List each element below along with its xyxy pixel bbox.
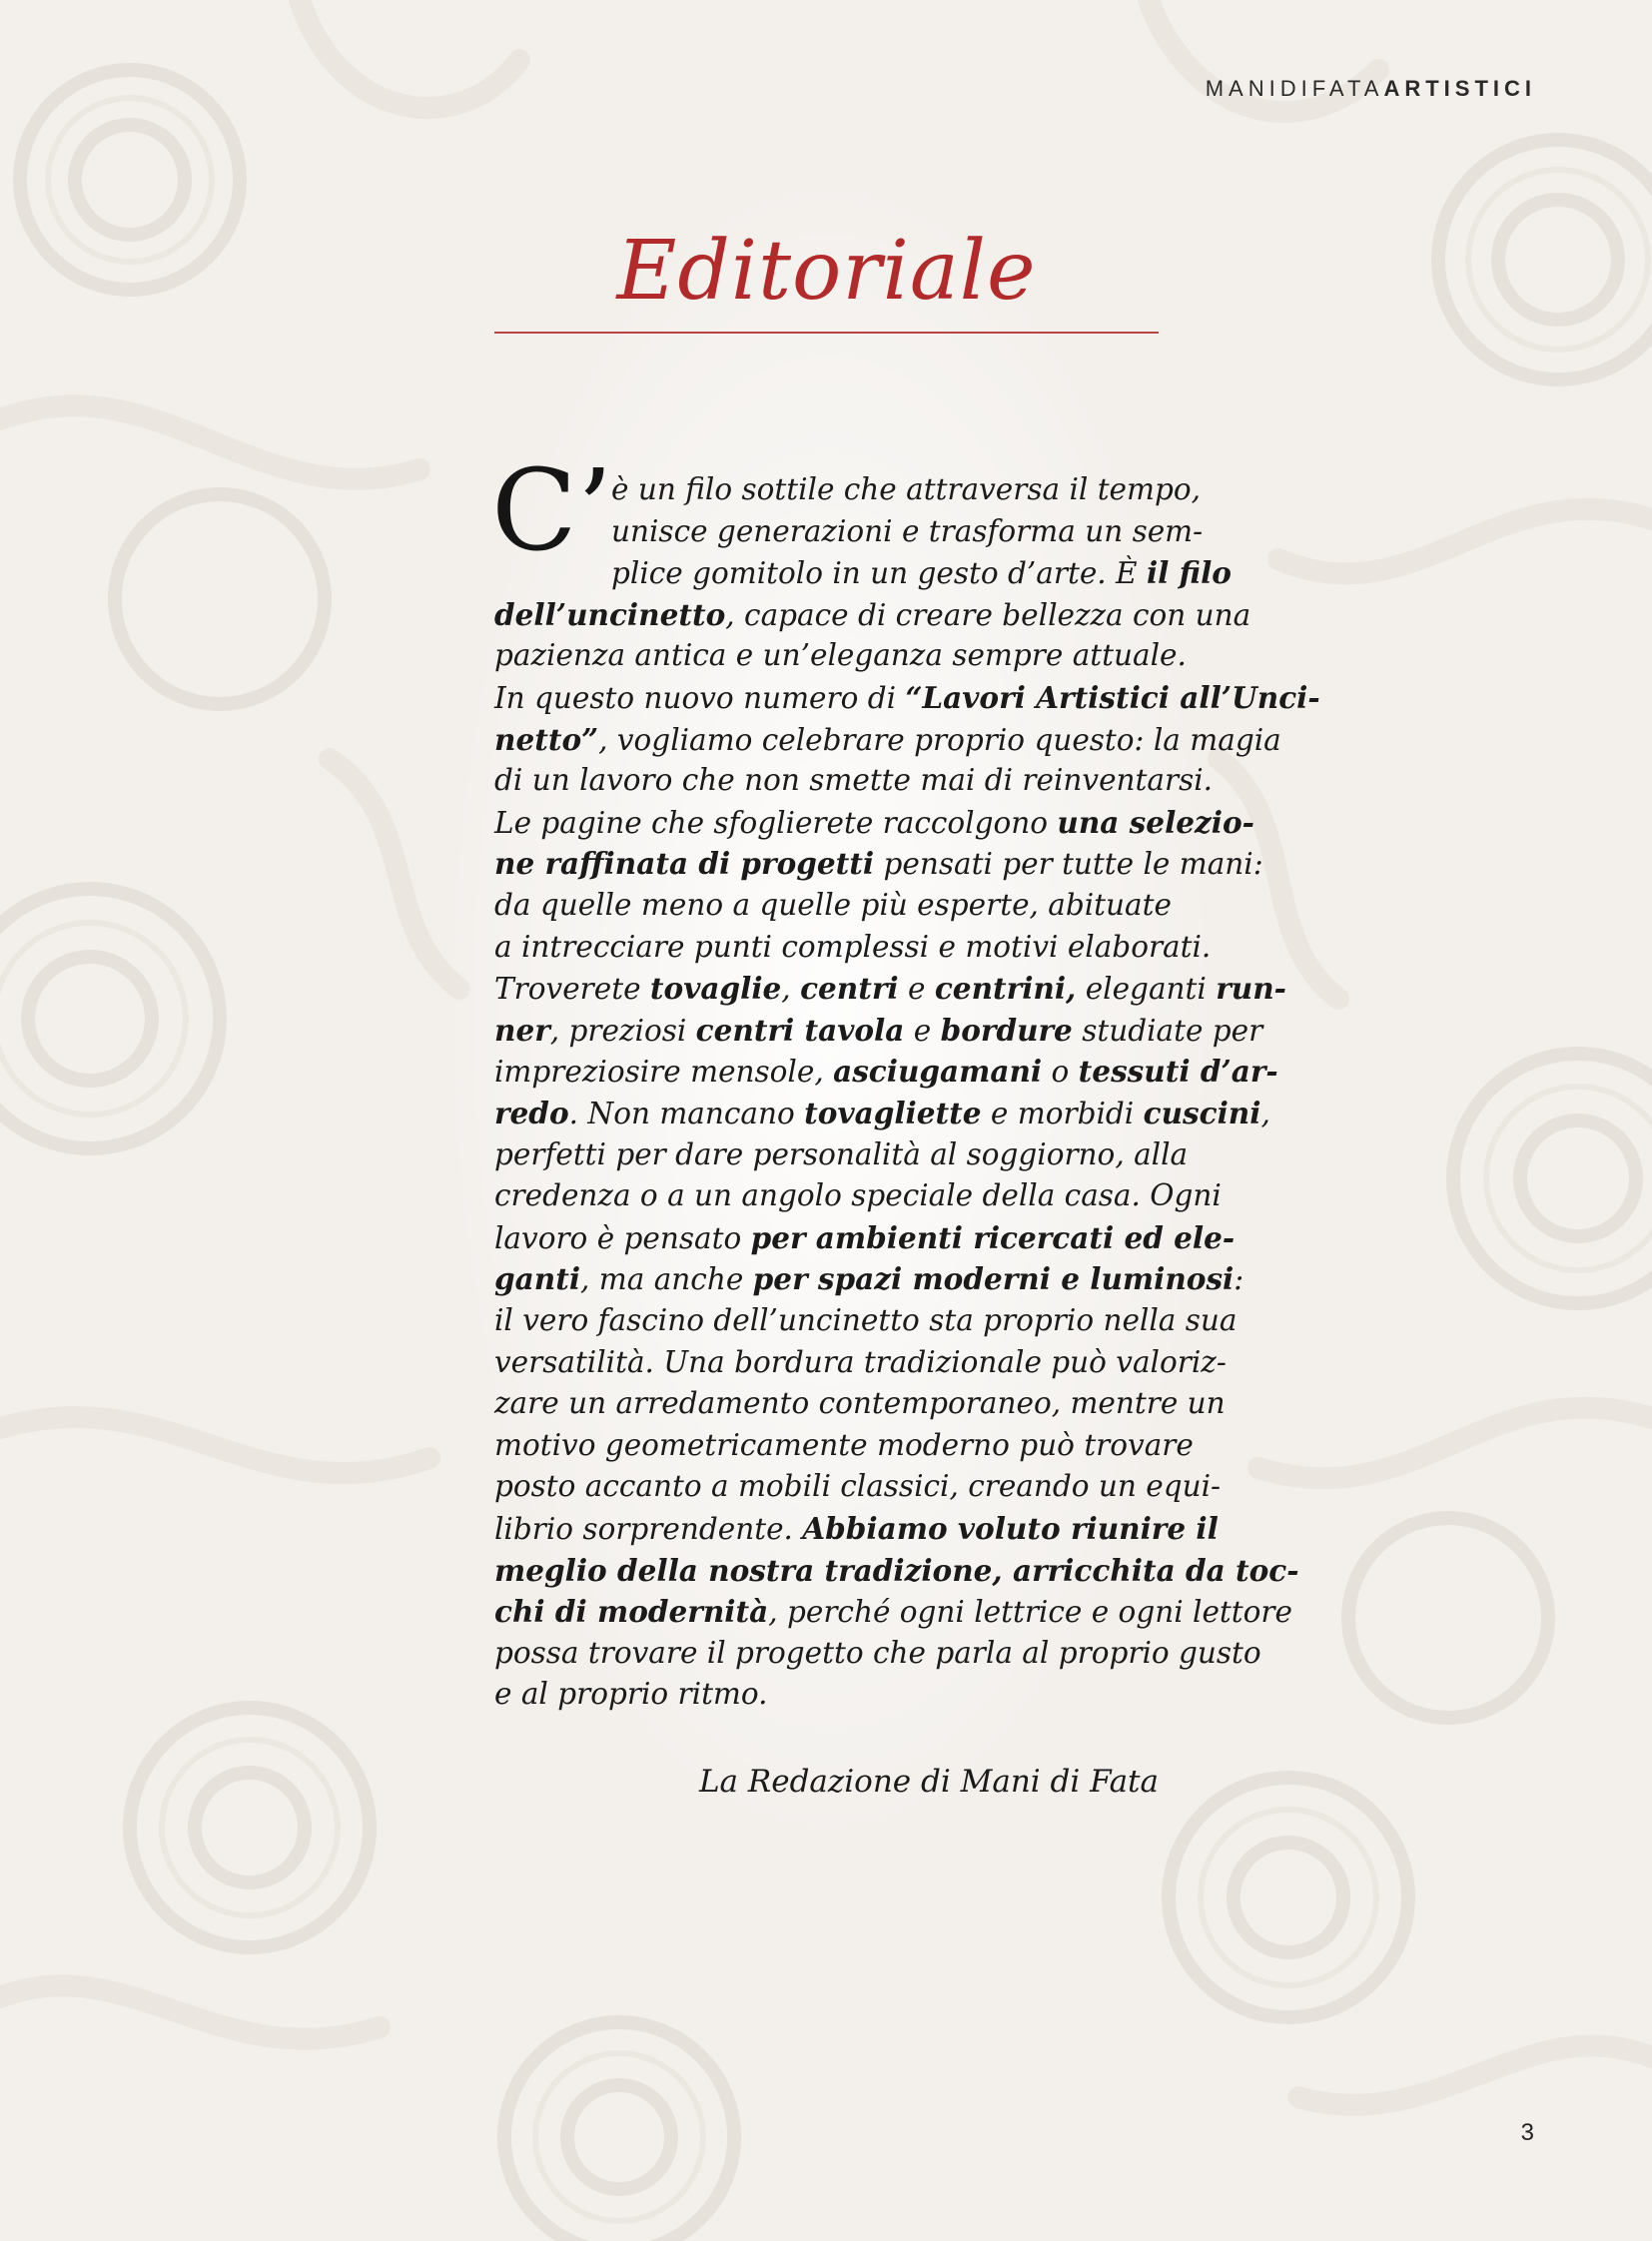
- body-line: [611, 511, 1204, 552]
- body-line: [494, 1633, 1261, 1674]
- body-text: :: [1234, 1262, 1244, 1297]
- body-text: posto accanto a mobili classici, creando un equi-: [494, 1469, 1222, 1504]
- body-line: [494, 1425, 1194, 1466]
- body-line: [494, 1175, 1222, 1216]
- body-text: e al proprio ritmo.: [494, 1677, 768, 1712]
- body-text: studiate per: [1072, 1013, 1263, 1048]
- body-text: ,: [781, 972, 801, 1007]
- bold-text: meglio della nostra tradizione, arricchita da toc-: [494, 1552, 1299, 1588]
- body-text: , vogliamo celebrare proprio questo: la magia: [598, 722, 1281, 757]
- signature: La Redazione di Mani di Fata: [698, 1764, 1159, 1800]
- bold-text: una selezio-: [1057, 804, 1254, 840]
- body-text: Troverete: [494, 972, 650, 1007]
- body-text: e: [898, 972, 935, 1007]
- body-text: lavoro è pensato: [494, 1220, 751, 1255]
- body-text: pensati per tutte le mani:: [874, 847, 1263, 882]
- page-title: Editoriale: [616, 224, 1037, 319]
- body-line: [494, 1134, 1189, 1175]
- body-line: [494, 1674, 1159, 1715]
- bold-text: ganti: [494, 1261, 581, 1297]
- bold-text: per spazi moderni e luminosi: [752, 1261, 1235, 1297]
- bold-text: chi di modernità: [494, 1594, 769, 1630]
- body-text: e: [904, 1013, 941, 1048]
- body-line: [494, 1591, 1292, 1633]
- bold-text: run-: [1216, 971, 1286, 1007]
- body-text: eleganti: [1076, 972, 1217, 1007]
- bold-text: bordure: [940, 1012, 1073, 1048]
- body-line: [494, 677, 1320, 719]
- bold-text: ner: [494, 1012, 550, 1048]
- bold-text: il filo: [1146, 555, 1232, 591]
- bold-text: Abbiamo voluto riunire il: [802, 1511, 1219, 1546]
- body-text: è un filo sottile che attraversa il tempo,: [611, 472, 1201, 506]
- body-text: impreziosire mensole,: [494, 1055, 834, 1090]
- bold-text: centri: [800, 971, 899, 1007]
- body-text: da quelle meno a quelle più esperte, abituate: [494, 888, 1172, 922]
- body-text: pazienza antica e un’eleganza sempre attuale.: [494, 638, 1187, 673]
- body-text: In questo nuovo numero di: [494, 681, 906, 715]
- body-text: Le pagine che sfoglierete raccolgono: [494, 805, 1058, 840]
- bold-text: asciugamani: [833, 1054, 1043, 1090]
- body-text: di un lavoro che non smette mai di reinventarsi.: [494, 763, 1214, 798]
- body-text: o: [1042, 1055, 1079, 1090]
- bold-text: tovaglie: [649, 971, 782, 1007]
- bold-text: centrini,: [934, 971, 1077, 1007]
- body-line: [494, 760, 1214, 801]
- body-line: [494, 1383, 1226, 1424]
- body-text: , perché ogni lettrice e ogni lettore: [768, 1595, 1292, 1630]
- body-line: [494, 1010, 1263, 1052]
- bold-text: netto”: [494, 721, 599, 757]
- body-text: versatilità. Una bordura tradizionale può valoriz-: [494, 1344, 1227, 1379]
- body-line: [494, 885, 1172, 926]
- body-text: possa trovare il progetto che parla al proprio gusto: [494, 1635, 1261, 1670]
- body-text: unisce generazioni e trasforma un sem-: [611, 513, 1204, 548]
- body-line: [611, 552, 1232, 594]
- body-text: e morbidi: [981, 1097, 1144, 1130]
- body-line: [611, 469, 1201, 510]
- running-head-series: ARTISTICI: [1383, 76, 1536, 101]
- drop-cap: C’: [491, 446, 613, 576]
- bold-text: per ambienti ricercati ed ele-: [750, 1219, 1236, 1255]
- bold-text: tessuti d’ar-: [1078, 1054, 1278, 1090]
- body-line: [494, 843, 1263, 885]
- bold-text: “Lavori Artistici all’Unci-: [905, 680, 1320, 715]
- body-line: [494, 1300, 1238, 1341]
- body-text: perfetti per dare personalità al soggiorno, alla: [494, 1136, 1189, 1171]
- body-text: , ma anche: [580, 1262, 753, 1297]
- body-text: librio sorprendente.: [494, 1512, 803, 1546]
- body-line: [494, 719, 1281, 761]
- page-number: 3: [1520, 2119, 1534, 2146]
- body-text: , capace di creare bellezza con una: [725, 597, 1251, 632]
- body-text: , preziosi: [549, 1013, 696, 1048]
- body-line: [494, 968, 1286, 1010]
- bold-text: dell’uncinetto: [494, 596, 726, 632]
- bold-text: centri tavola: [695, 1012, 905, 1048]
- body-text: motivo geometricamente moderno può trovare: [494, 1427, 1194, 1462]
- body-line: [494, 1342, 1227, 1383]
- body-text: a intrecciare punti complessi e motivi elaborati.: [494, 929, 1212, 964]
- body-line: [494, 594, 1251, 636]
- running-head-magazine: MANIDIFATA: [1205, 76, 1384, 101]
- bold-text: cuscini: [1143, 1096, 1261, 1130]
- body-text: plice gomitolo in un gesto d’arte. È: [611, 556, 1147, 591]
- body-line: [494, 1217, 1236, 1259]
- body-line: [494, 927, 1212, 968]
- body-line: [494, 1508, 1219, 1550]
- body-line: [494, 635, 1187, 676]
- body-text: . Non mancano: [568, 1097, 805, 1130]
- bold-text: ne raffinata di progetti: [494, 846, 875, 882]
- body-text: zare un arredamento contemporaneo, mentre un: [494, 1386, 1226, 1421]
- body-line: [494, 1051, 1278, 1093]
- body-text: credenza o a un angolo speciale della casa. Ogni: [494, 1178, 1222, 1213]
- bold-text: tovagliette: [804, 1096, 982, 1130]
- body-line: [494, 802, 1254, 844]
- body-text: ,: [1260, 1097, 1270, 1130]
- body-line: [494, 1466, 1222, 1507]
- body-text: il vero fascino dell’uncinetto sta proprio nella sua: [494, 1303, 1238, 1337]
- body-line: [494, 1550, 1299, 1592]
- body-line: [494, 1258, 1244, 1300]
- body-line: [494, 1093, 1270, 1134]
- bold-text: redo: [494, 1096, 569, 1130]
